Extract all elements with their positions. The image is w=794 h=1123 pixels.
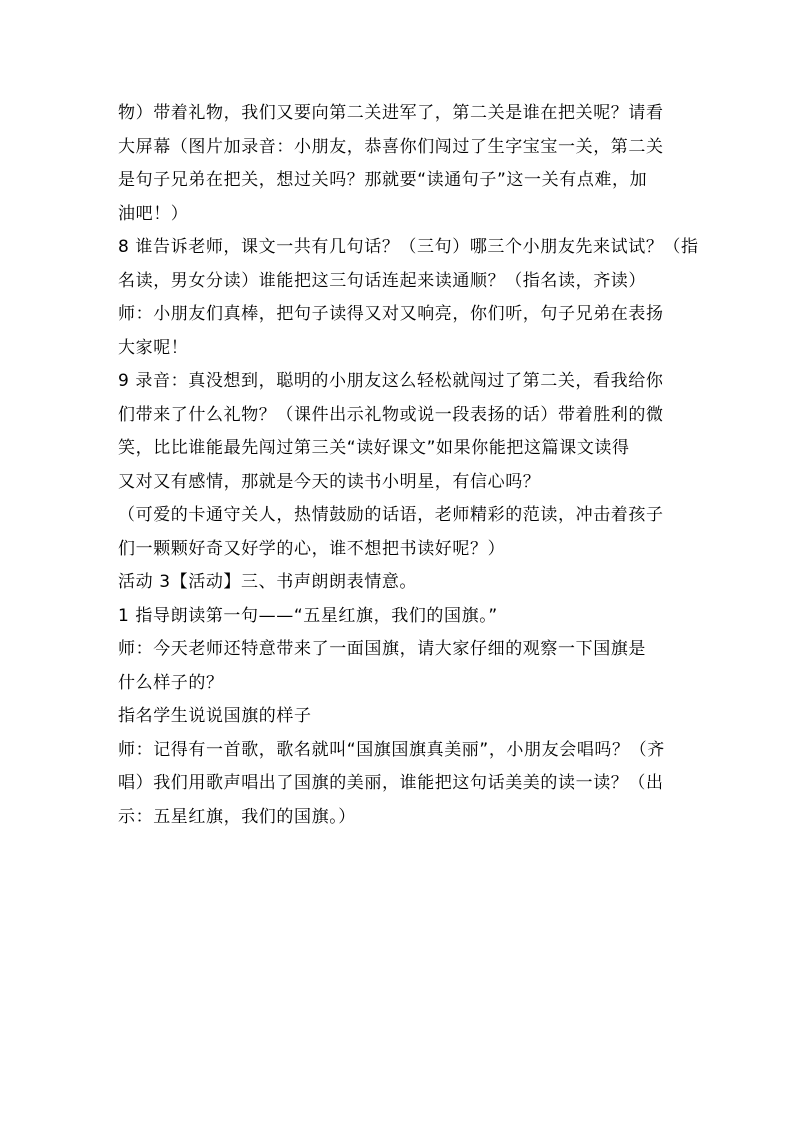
text-line: 师：小朋友们真棒，把句子读得又对又响亮，你们听，句子兄弟在表扬 [118,304,664,324]
text-line: 师：今天老师还特意带来了一面国旗，请大家仔细的观察一下国旗是 [118,639,646,659]
text-line: 们带来了什么礼物？（课件出示礼物或说一段表扬的话）带着胜利的微 [118,404,664,425]
section-heading: 活动 3【活动】三、书声朗朗表情意。 [118,572,418,592]
text-line: 8 谁告诉老师，课文一共有几句话？（三句）哪三个小朋友先来试试？（指 [118,237,699,257]
text-line: 唱）我们用歌声唱出了国旗的美丽，谁能把这句话美美的读一读？（出 [118,773,664,793]
text-line: 们一颗颗好奇又好学的心，谁不想把书读好呢？） [118,538,506,559]
text-line: 大家呢！ [118,337,189,358]
text-line: 油吧！） [118,203,189,224]
body-text [118,97,699,834]
text-line: 大屏幕（图片加录音：小朋友，恭喜你们闯过了生字宝宝一关，第二关 [118,136,664,157]
text-line: 1 指导朗读第一句——“五星红旗，我们的国旗。” [118,605,498,626]
text-line: （可爱的卡通守关人，热情鼓励的话语，老师精彩的范读，冲击着孩子 [118,505,664,525]
text-line: 指名学生说说国旗的样子 [118,706,312,726]
text-line: 名读，男女分读）谁能把这三句话连起来读通顺？（指名读，齐读） [118,270,646,291]
text-line: 什么样子的？ [118,672,224,693]
text-line: 笑，比比谁能最先闯过第三关“读好课文”如果你能把这篇课文读得 [118,438,630,458]
text-line: 9 录音：真没想到，聪明的小朋友这么轻松就闯过了第二关，看我给你 [118,371,664,391]
text-line: 物）带着礼物，我们又要向第二关进军了，第二关是谁在把关呢？请看 [118,103,664,123]
text-line: 示：五星红旗，我们的国旗。） [118,806,356,827]
text-line: 又对又有感情，那就是今天的读书小明星，有信心吗？ [118,471,541,492]
text-line: 师：记得有一首歌，歌名就叫“国旗国旗真美丽”，小朋友会唱吗？（齐 [118,739,665,760]
text-line: 是句子兄弟在把关，想过关吗？那就要“读通句子”这一关有点难，加 [118,170,648,190]
